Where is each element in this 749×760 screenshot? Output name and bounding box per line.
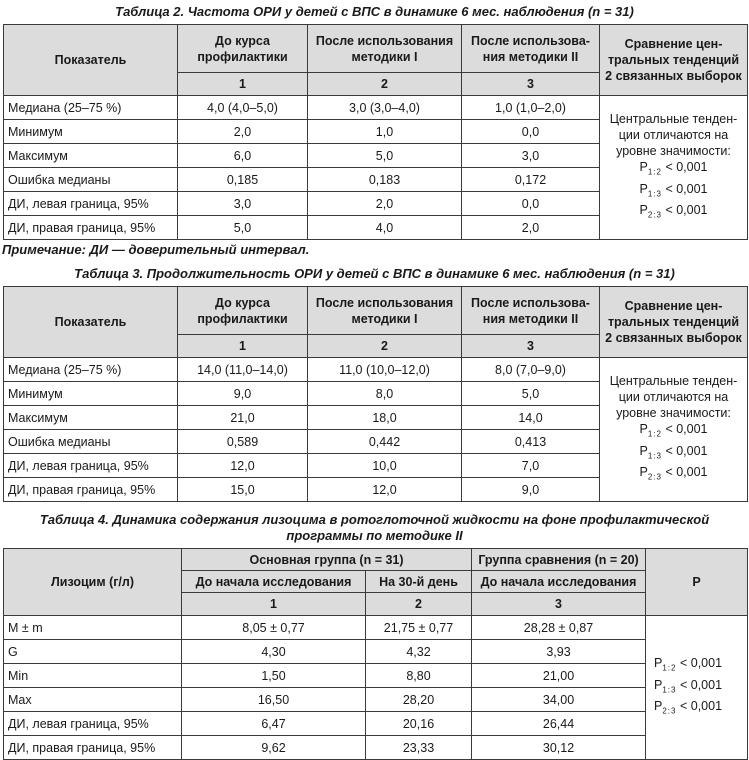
p12-line: $P_{1:2} < 0,001$	[654, 656, 723, 673]
cell-value: 0,172	[462, 168, 600, 192]
table4-caption-line2: программы по методике II	[286, 528, 463, 543]
cell-value: 4,32	[366, 640, 472, 664]
table2-header-indicator: Показатель	[4, 25, 178, 96]
table3-header-indicator: Показатель	[4, 287, 178, 358]
cell-value: 1,50	[182, 664, 366, 688]
cell-value: 15,0	[178, 478, 308, 502]
cell-value: 28,28 ± 0,87	[472, 616, 646, 640]
table2-note: Примечание: ДИ — доверительный интервал.	[2, 242, 310, 257]
p13-value: < 0,001	[679, 677, 723, 692]
table-row	[4, 640, 748, 664]
cell-value: 1,0	[308, 120, 462, 144]
row-label: Max	[4, 688, 182, 712]
p23-line: $P_{2:3} < 0,001$	[639, 203, 708, 220]
table4-header-num3: 3	[472, 593, 646, 616]
cell-value: 12,0	[178, 454, 308, 478]
row-label: Медиана (25–75 %)	[4, 96, 178, 120]
p13-value: < 0,001	[665, 181, 708, 196]
cell-value: 10,0	[308, 454, 462, 478]
table-row	[4, 664, 748, 688]
cell-value: 23,33	[366, 736, 472, 760]
table2	[3, 24, 748, 240]
table2-header-col2: После использования методики I	[308, 25, 462, 73]
table2-header-num2: 2	[308, 73, 462, 96]
table-row	[4, 96, 748, 120]
cell-value: 9,0	[462, 478, 600, 502]
table-row	[4, 616, 748, 640]
row-label: G	[4, 640, 182, 664]
comparison-text: Центральные тенденции отличаются на уровне значимости:	[609, 112, 738, 159]
table-row	[4, 358, 748, 382]
table3-header-col1: До курса профилактики	[178, 287, 308, 335]
p23-value: < 0,001	[665, 203, 708, 218]
row-label: Максимум	[4, 406, 178, 430]
row-label: Минимум	[4, 382, 178, 406]
row-label: Минимум	[4, 120, 178, 144]
cell-value: 5,0	[308, 144, 462, 168]
cell-value: 21,0	[178, 406, 308, 430]
table4-comparison	[646, 616, 748, 760]
table4-header-sub3: До начала исследования	[472, 571, 646, 593]
p12-line: $P_{1:2} < 0,001$	[639, 422, 708, 439]
cell-value: 3,0	[178, 192, 308, 216]
cell-value: 6,47	[182, 712, 366, 736]
table4-header-sub2: На 30-й день	[366, 571, 472, 593]
row-label: ДИ, левая граница, 95%	[4, 454, 178, 478]
cell-value: 21,75 ± 0,77	[366, 616, 472, 640]
cell-value: 0,183	[308, 168, 462, 192]
table2-header-num1: 1	[178, 73, 308, 96]
cell-value: 8,80	[366, 664, 472, 688]
table4-header-indicator: Лизоцим (г/л)	[4, 549, 182, 616]
table3	[3, 286, 748, 502]
cell-value: 2,0	[462, 216, 600, 240]
cell-value: 14,0	[462, 406, 600, 430]
row-label: ДИ, правая граница, 95%	[4, 736, 182, 760]
row-label: Максимум	[4, 144, 178, 168]
cell-value: 4,0	[308, 216, 462, 240]
cell-value: 21,00	[472, 664, 646, 688]
comparison-text: Центральные тенденции отличаются на уровне значимости:	[609, 374, 738, 421]
table3-header-col3: После использования методики II	[462, 287, 600, 335]
cell-value: 28,20	[366, 688, 472, 712]
cell-value: 4,0 (4,0–5,0)	[178, 96, 308, 120]
table4-caption-line1: Таблица 4. Динамика содержания лизоцима в ротоглоточной жидкости на фоне профилактической	[39, 512, 710, 527]
p13-line: $P_{1:3} < 0,001$	[639, 181, 708, 199]
cell-value: 30,12	[472, 736, 646, 760]
row-label: M ± m	[4, 616, 182, 640]
cell-value: 0,442	[308, 430, 462, 454]
cell-value: 7,0	[462, 454, 600, 478]
p23-line: $P_{2:3} < 0,001$	[639, 465, 708, 482]
table3-comparison	[600, 358, 748, 502]
p13-value: < 0,001	[665, 443, 708, 458]
cell-value: 8,0	[308, 382, 462, 406]
cell-value: 9,62	[182, 736, 366, 760]
table2-header-compare: Сравнение центральных тенденций 2 связанных выборок	[600, 25, 748, 96]
cell-value: 20,16	[366, 712, 472, 736]
cell-value: 11,0 (10,0–12,0)	[308, 358, 462, 382]
cell-value: 5,0	[178, 216, 308, 240]
table3-header-num3: 3	[462, 335, 600, 358]
row-label: ДИ, правая граница, 95%	[4, 216, 178, 240]
cell-value: 0,413	[462, 430, 600, 454]
cell-value: 16,50	[182, 688, 366, 712]
table4-header-p: P	[646, 549, 748, 616]
p12-value: < 0,001	[679, 656, 723, 671]
row-label: ДИ, левая граница, 95%	[4, 192, 178, 216]
table3-header-num2: 2	[308, 335, 462, 358]
table3-header-col2: После использования методики I	[308, 287, 462, 335]
table3-header-num1: 1	[178, 335, 308, 358]
cell-value: 2,0	[308, 192, 462, 216]
table4-header-num2: 2	[366, 593, 472, 616]
cell-value: 26,44	[472, 712, 646, 736]
table2-header-num3: 3	[462, 73, 600, 96]
cell-value: 0,589	[178, 430, 308, 454]
cell-value: 8,05 ± 0,77	[182, 616, 366, 640]
table2-header-col3: После использования методики II	[462, 25, 600, 73]
cell-value: 0,0	[462, 192, 600, 216]
table4-header-compare-group: Группа сравнения (n = 20)	[472, 549, 646, 571]
cell-value: 9,0	[178, 382, 308, 406]
p23-value: < 0,001	[679, 699, 723, 714]
table2-caption: Таблица 2. Частота ОРИ у детей с ВПС в динамике 6 мес. наблюдения (n = 31)	[115, 4, 634, 19]
cell-value: 8,0 (7,0–9,0)	[462, 358, 600, 382]
cell-value: 1,0 (1,0–2,0)	[462, 96, 600, 120]
table4-header-main-group: Основная группа (n = 31)	[182, 549, 472, 571]
table4-header-num1: 1	[182, 593, 366, 616]
table-row	[4, 736, 748, 760]
cell-value: 3,0 (3,0–4,0)	[308, 96, 462, 120]
table2-header-col1: До курса профилактики	[178, 25, 308, 73]
cell-value: 5,0	[462, 382, 600, 406]
table3-header-compare: Сравнение центральных тенденций 2 связанных выборок	[600, 287, 748, 358]
table4-header-sub1: До начала исследования	[182, 571, 366, 593]
row-label: Ошибка медианы	[4, 168, 178, 192]
p12-value: < 0,001	[665, 160, 708, 175]
p13-line: $P_{1:3} < 0,001$	[639, 443, 708, 461]
table4	[3, 548, 748, 760]
p12-line: $P_{1:2} < 0,001$	[639, 160, 708, 177]
cell-value: 34,00	[472, 688, 646, 712]
row-label: Min	[4, 664, 182, 688]
p23-line: $P_{2:3} < 0,001$	[654, 699, 723, 716]
cell-value: 4,30	[182, 640, 366, 664]
p12-value: < 0,001	[665, 422, 708, 437]
cell-value: 0,185	[178, 168, 308, 192]
row-label: ДИ, левая граница, 95%	[4, 712, 182, 736]
p13-line: $P_{1:3} < 0,001$	[654, 677, 723, 695]
row-label: Ошибка медианы	[4, 430, 178, 454]
cell-value: 2,0	[178, 120, 308, 144]
cell-value: 3,0	[462, 144, 600, 168]
row-label: Медиана (25–75 %)	[4, 358, 178, 382]
cell-value: 0,0	[462, 120, 600, 144]
cell-value: 3,93	[472, 640, 646, 664]
row-label: ДИ, правая граница, 95%	[4, 478, 178, 502]
table2-comparison	[600, 96, 748, 240]
cell-value: 14,0 (11,0–14,0)	[178, 358, 308, 382]
table3-caption: Таблица 3. Продолжительность ОРИ у детей с ВПС в динамике 6 мес. наблюдения (n = 31)	[74, 266, 675, 281]
cell-value: 12,0	[308, 478, 462, 502]
p23-value: < 0,001	[665, 465, 708, 480]
cell-value: 6,0	[178, 144, 308, 168]
cell-value: 18,0	[308, 406, 462, 430]
table-row	[4, 688, 748, 712]
table-row	[4, 712, 748, 736]
